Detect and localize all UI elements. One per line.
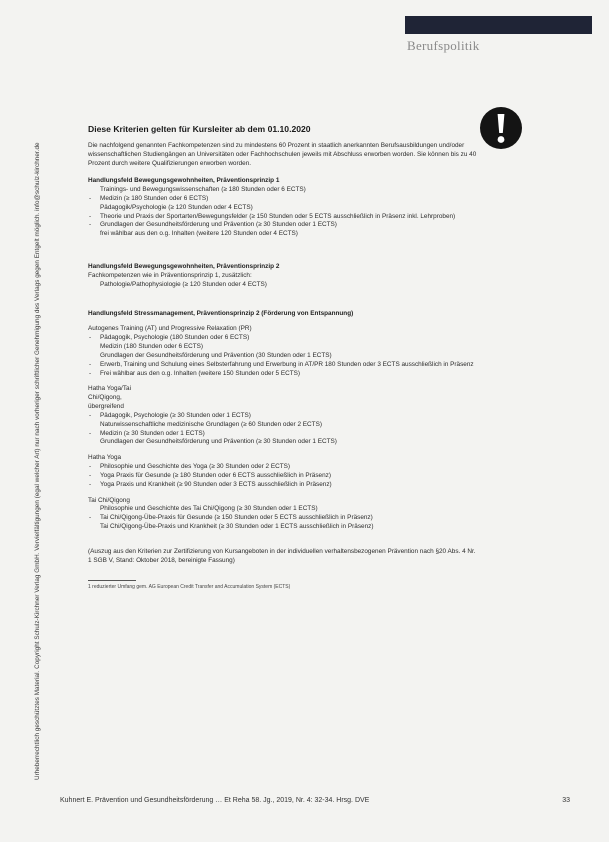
group-title: Hatha Yoga xyxy=(88,454,122,462)
list-item: - Philosophie und Geschichte des Yoga (≥ 30 Stunden oder 2 ECTS) xyxy=(88,463,480,472)
criteria-box xyxy=(88,124,480,590)
list-item: Philosophie und Geschichte des Tai Chi/Qigong (≥ 30 Stunden oder 1 ECTS) xyxy=(100,505,318,513)
list-item: - Pädagogik, Psychologie (≥ 30 Stunden oder 1 ECTS) xyxy=(88,412,480,421)
list-item: - Grundlagen der Gesundheitsförderung und Prävention (≥ 30 Stunden oder 1 ECTS) xyxy=(88,221,480,230)
list-item: Grundlagen der Gesundheitsförderung und Prävention (30 Stunden oder 1 ECTS) xyxy=(100,351,332,359)
group-title: Tai Chi/Qigong xyxy=(88,496,130,504)
field-stress xyxy=(88,310,480,532)
field-movement-2 xyxy=(88,263,480,289)
list-item: - Theorie und Praxis der Sportarten/Bewegungsfelder (≥ 150 Stunden oder 5 ECTS ausschließlich in Präsenz inkl. Lehrproben) xyxy=(88,213,480,222)
list-item: Trainings- und Bewegungswissenschaften (≥ 180 Stunden oder 6 ECTS) xyxy=(100,186,306,194)
copyright-notice: Urheberrechtlich geschütztes Material. Copyright Schulz-Kirchner Verlag GmbH. Vervielfältigungen (egal welcher Art) nur nach vorheriger schriftlicher Genehmigung des Verlags gegen Entgelt möglich. info@schulz-kirchner.de xyxy=(34,142,41,780)
field-title: Handlungsfeld Bewegungsgewohnheiten, Präventionsprinzip 1 xyxy=(88,177,280,185)
list-item: Grundlagen der Gesundheitsförderung und Prävention (≥ 30 Stunden oder 1 ECTS) xyxy=(100,438,337,446)
list-item: Medizin (180 Stunden oder 6 ECTS) xyxy=(100,343,204,351)
footnote-divider xyxy=(88,580,136,581)
list-item: frei wählbar aus den o.g. Inhalten (weitere 120 Stunden oder 4 ECTS) xyxy=(100,230,298,238)
footnote: 1 reduzierter Umfang gem. AG European Credit Transfer and Accumulation System (ECTS) xyxy=(88,583,291,590)
section-label: Berufspolitik xyxy=(407,38,480,53)
list-item: - Yoga Praxis und Krankheit (≥ 90 Stunden oder 3 ECTS ausschließlich in Präsenz) xyxy=(88,481,480,490)
intro-paragraph: Die nachfolgend genannten Fachkompetenzen sind zu mindestens 60 Prozent in staatlich anerkannten Berufsausbildungen und/oder wissenschaftlichen Studiengängen an Universitäten oder Fachhochschulen jeweils mit Abschluss erworben worden. Sie können bis zu 40 Prozent durch weitere Qualifizierungen erworben worden. xyxy=(88,141,477,167)
list-item: - Pädagogik, Psychologie (180 Stunden oder 6 ECTS) xyxy=(88,334,480,343)
group-title: Hatha Yoga/Tai Chi/Qigong, übergreifend xyxy=(88,385,131,411)
field-title: Handlungsfeld Stressmanagement, Präventionsprinzip 2 (Förderung von Entspannung) xyxy=(88,309,354,317)
field-title: Handlungsfeld Bewegungsgewohnheiten, Präventionsprinzip 2 xyxy=(88,263,280,271)
list-item: Fachkompetenzen wie in Präventionsprinzip 1, zusätzlich: xyxy=(88,271,252,279)
list-item: Tai Chi/Qigong-Übe-Praxis und Krankheit (≥ 30 Stunden oder 1 ECTS ausschließlich in Präsenz) xyxy=(100,523,374,531)
list-item: - Medizin (≥ 180 Stunden oder 6 ECTS) xyxy=(88,195,480,204)
list-item: - Tai Chi/Qigong-Übe-Praxis für Gesunde (≥ 150 Stunden oder 5 ECTS ausschließlich in Präsenz) xyxy=(88,514,480,523)
footer-citation: Kuhnert E. Prävention und Gesundheitsförderung … Et Reha 58. Jg., 2019, Nr. 4: 32-34. Hrsg. DVE xyxy=(60,797,370,804)
list-item: - Yoga Praxis für Gesunde (≥ 180 Stunden oder 6 ECTS ausschließlich in Präsenz) xyxy=(88,472,480,481)
list-item: - Erwerb, Training und Schulung eines Selbsterfahrung und Erwerbung in AT/PR 180 Stunden oder 3 ECTS ausschließlich in Präsenz xyxy=(88,361,480,370)
page-footer xyxy=(60,797,570,804)
group-title: Autogenes Training (AT) und Progressive Relaxation (PR) xyxy=(88,325,252,333)
source-note: (Auszug aus den Kriterien zur Zertifizierung von Kursangeboten in der individuellen verhaltensbezogenen Prävention nach §20 Abs. 4 Nr. 1 SGB V, Stand: Oktober 2018, bereinigte Fassung) xyxy=(88,547,476,564)
list-item: Pathologie/Pathophysiologie (≥ 120 Stunden oder 4 ECTS) xyxy=(100,280,267,288)
list-item: Pädagogik/Psychologie (≥ 120 Stunden oder 4 ECTS) xyxy=(100,203,253,211)
page-title: Diese Kriterien gelten für Kursleiter ab dem 01.10.2020 xyxy=(88,124,311,134)
field-movement-1 xyxy=(88,177,480,239)
page-number: 33 xyxy=(562,797,570,804)
exclamation-icon xyxy=(479,106,523,150)
header-bar xyxy=(405,16,592,34)
list-item: - Medizin (≥ 30 Stunden oder 1 ECTS) xyxy=(88,430,480,439)
list-item: - Frei wählbar aus den o.g. Inhalten (weitere 150 Stunden oder 5 ECTS) xyxy=(88,370,480,379)
list-item: Naturwissenschaftliche medizinische Grundlagen (≥ 60 Stunden oder 2 ECTS) xyxy=(100,420,322,428)
